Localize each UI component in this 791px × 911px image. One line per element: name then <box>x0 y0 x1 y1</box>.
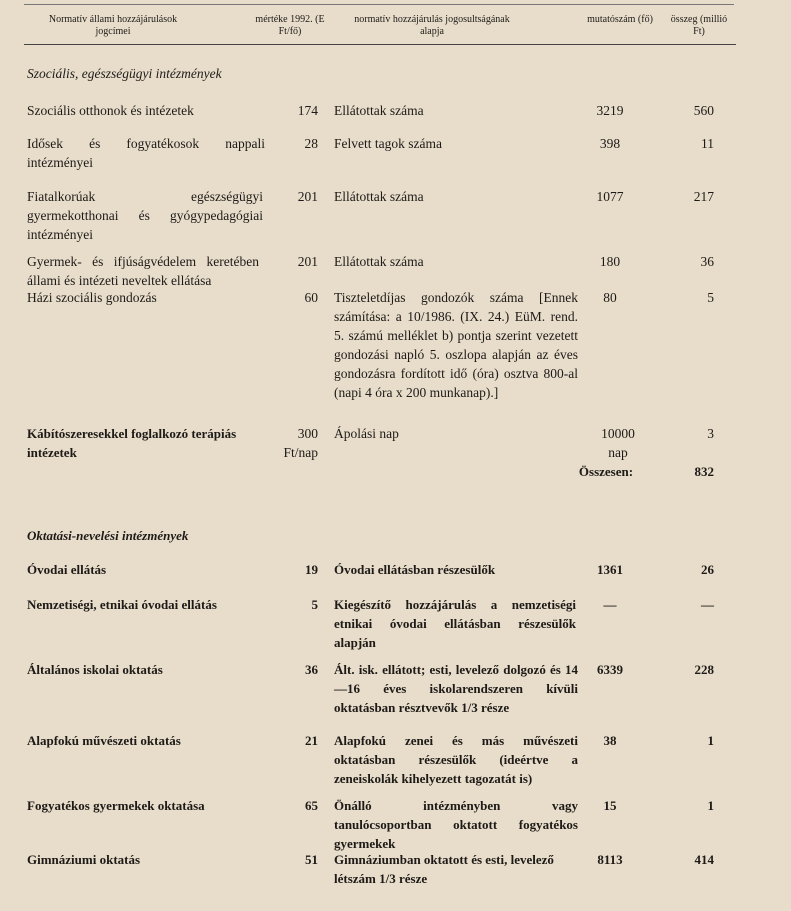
row-basis: Gimnáziumban oktatott és esti, levelező létszám 1/3 része <box>334 852 554 886</box>
row-amount: — <box>701 597 714 612</box>
row-rate: 65 <box>305 798 318 813</box>
row-name: Általános iskolai oktatás <box>27 662 163 677</box>
row-rate: 21 <box>305 733 318 748</box>
row-rate: 300 Ft/nap <box>283 426 318 460</box>
row-count: 38 <box>603 733 617 748</box>
row-amount: 560 <box>693 103 714 118</box>
header-col-amount: összeg (millió Ft) <box>670 14 728 37</box>
row-count: 1077 <box>596 189 624 204</box>
row-basis: Ellátottak száma <box>334 254 424 269</box>
row-amount: 217 <box>693 189 714 204</box>
row-basis: Ápolási nap <box>334 426 399 441</box>
row-rate: 28 <box>304 136 318 151</box>
row-rate: 51 <box>305 852 318 867</box>
row-basis: Kiegészítő hozzájárulás a nemzetiségi etnikai óvodai ellátásban részesülők alapján <box>334 597 576 650</box>
row-count: 15 <box>603 798 617 813</box>
row-amount: 11 <box>701 136 714 151</box>
total-label: Összesen: <box>578 464 634 479</box>
table-header <box>24 14 734 44</box>
row-amount: 1 <box>707 798 714 813</box>
total-amount: 832 <box>694 464 714 479</box>
row-amount: 414 <box>694 852 714 867</box>
row-count: 8113 <box>597 852 623 867</box>
row-count: 3219 <box>596 103 624 118</box>
section-title-social: Szociális, egészségügyi intézmények <box>27 66 222 81</box>
row-name: Fogyatékos gyermekek oktatása <box>27 798 205 813</box>
row-rate: 36 <box>305 662 318 677</box>
header-col-basis: normatív hozzájárulás jogosultságának alapja <box>354 14 510 37</box>
row-name: Fiatalkorúak egészségügyi gyermekotthonai és gyógypedagógiai intézményei <box>27 189 263 242</box>
row-count: 180 <box>599 254 621 269</box>
header-col-rate: mértéke 1992. (E Ft/fő) <box>255 14 325 37</box>
row-basis: Felvett tagok száma <box>334 136 442 151</box>
row-name: Nemzetiségi, etnikai óvodai ellátás <box>27 597 217 612</box>
row-amount: 5 <box>707 290 714 305</box>
row-name: Házi szociális gondozás <box>27 290 157 305</box>
row-name: Gimnáziumi oktatás <box>27 852 141 867</box>
row-basis: Tiszteletdíjas gondozók száma [Ennek számítása: a 10/1986. (IX. 24.) EüM. rend. 5. számú melléklet b) pontja szerint vezetett gondozási napló 5. oszlopa alapján az éves gondozásra fordított idő (óra) osztva 800-al (napi 4 óra x 200 munkanap).] <box>334 290 578 400</box>
row-basis: Óvodai ellátásban részesülők <box>334 562 496 577</box>
row-count: 398 <box>599 136 621 151</box>
row-rate: 19 <box>305 562 318 577</box>
row-rate: 174 <box>297 103 318 118</box>
row-amount: 1 <box>707 733 714 748</box>
section-title-education: Oktatási-nevelési intézmények <box>27 528 189 543</box>
row-rate: 201 <box>297 189 318 204</box>
row-count: 1361 <box>597 562 623 577</box>
header-col-count: mutatószám (fő) <box>587 14 653 25</box>
row-rate: 5 <box>311 597 318 612</box>
header-rule <box>24 44 736 45</box>
row-count: 80 <box>603 290 617 305</box>
row-basis: Alapfokú zenei és más művészeti oktatásban részesülők (ideértve a zeneiskolák kihelyezett tagozatát is) <box>334 733 578 786</box>
row-name: Szociális otthonok és intézetek <box>27 103 194 118</box>
row-name: Gyermek- és ifjúságvédelem keretében állami és intézeti neveltek ellátása <box>27 254 259 288</box>
row-rate: 201 <box>297 254 318 269</box>
row-amount: 3 <box>707 426 714 441</box>
header-col-name: Normatív állami hozzájárulások jogcímei <box>48 14 178 37</box>
row-amount: 26 <box>701 562 714 577</box>
row-count: 6339 <box>597 662 623 677</box>
row-basis: Ált. isk. ellátott; esti, levelező dolgozó és 14—16 éves iskolarendszeren kívüli oktatásban résztvevők 1/3 része <box>334 662 578 715</box>
row-amount: 36 <box>700 254 714 269</box>
row-name: Óvodai ellátás <box>27 562 107 577</box>
row-amount: 228 <box>694 662 714 677</box>
row-basis: Önálló intézményben vagy tanulócsoportban oktatott fogyatékos gyermekek <box>334 798 578 851</box>
row-name: Idősek és fogyatékosok nappali intézményei <box>27 136 265 170</box>
row-name: Alapfokú művészeti oktatás <box>27 733 181 748</box>
top-rule <box>24 4 734 5</box>
row-count: — <box>603 597 617 612</box>
row-name: Kábítószeresekkel foglalkozó terápiás intézetek <box>27 426 237 460</box>
row-count: 10000 nap <box>601 426 635 460</box>
row-basis: Ellátottak száma <box>334 189 424 204</box>
row-rate: 60 <box>304 290 318 305</box>
row-basis: Ellátottak száma <box>334 103 424 118</box>
